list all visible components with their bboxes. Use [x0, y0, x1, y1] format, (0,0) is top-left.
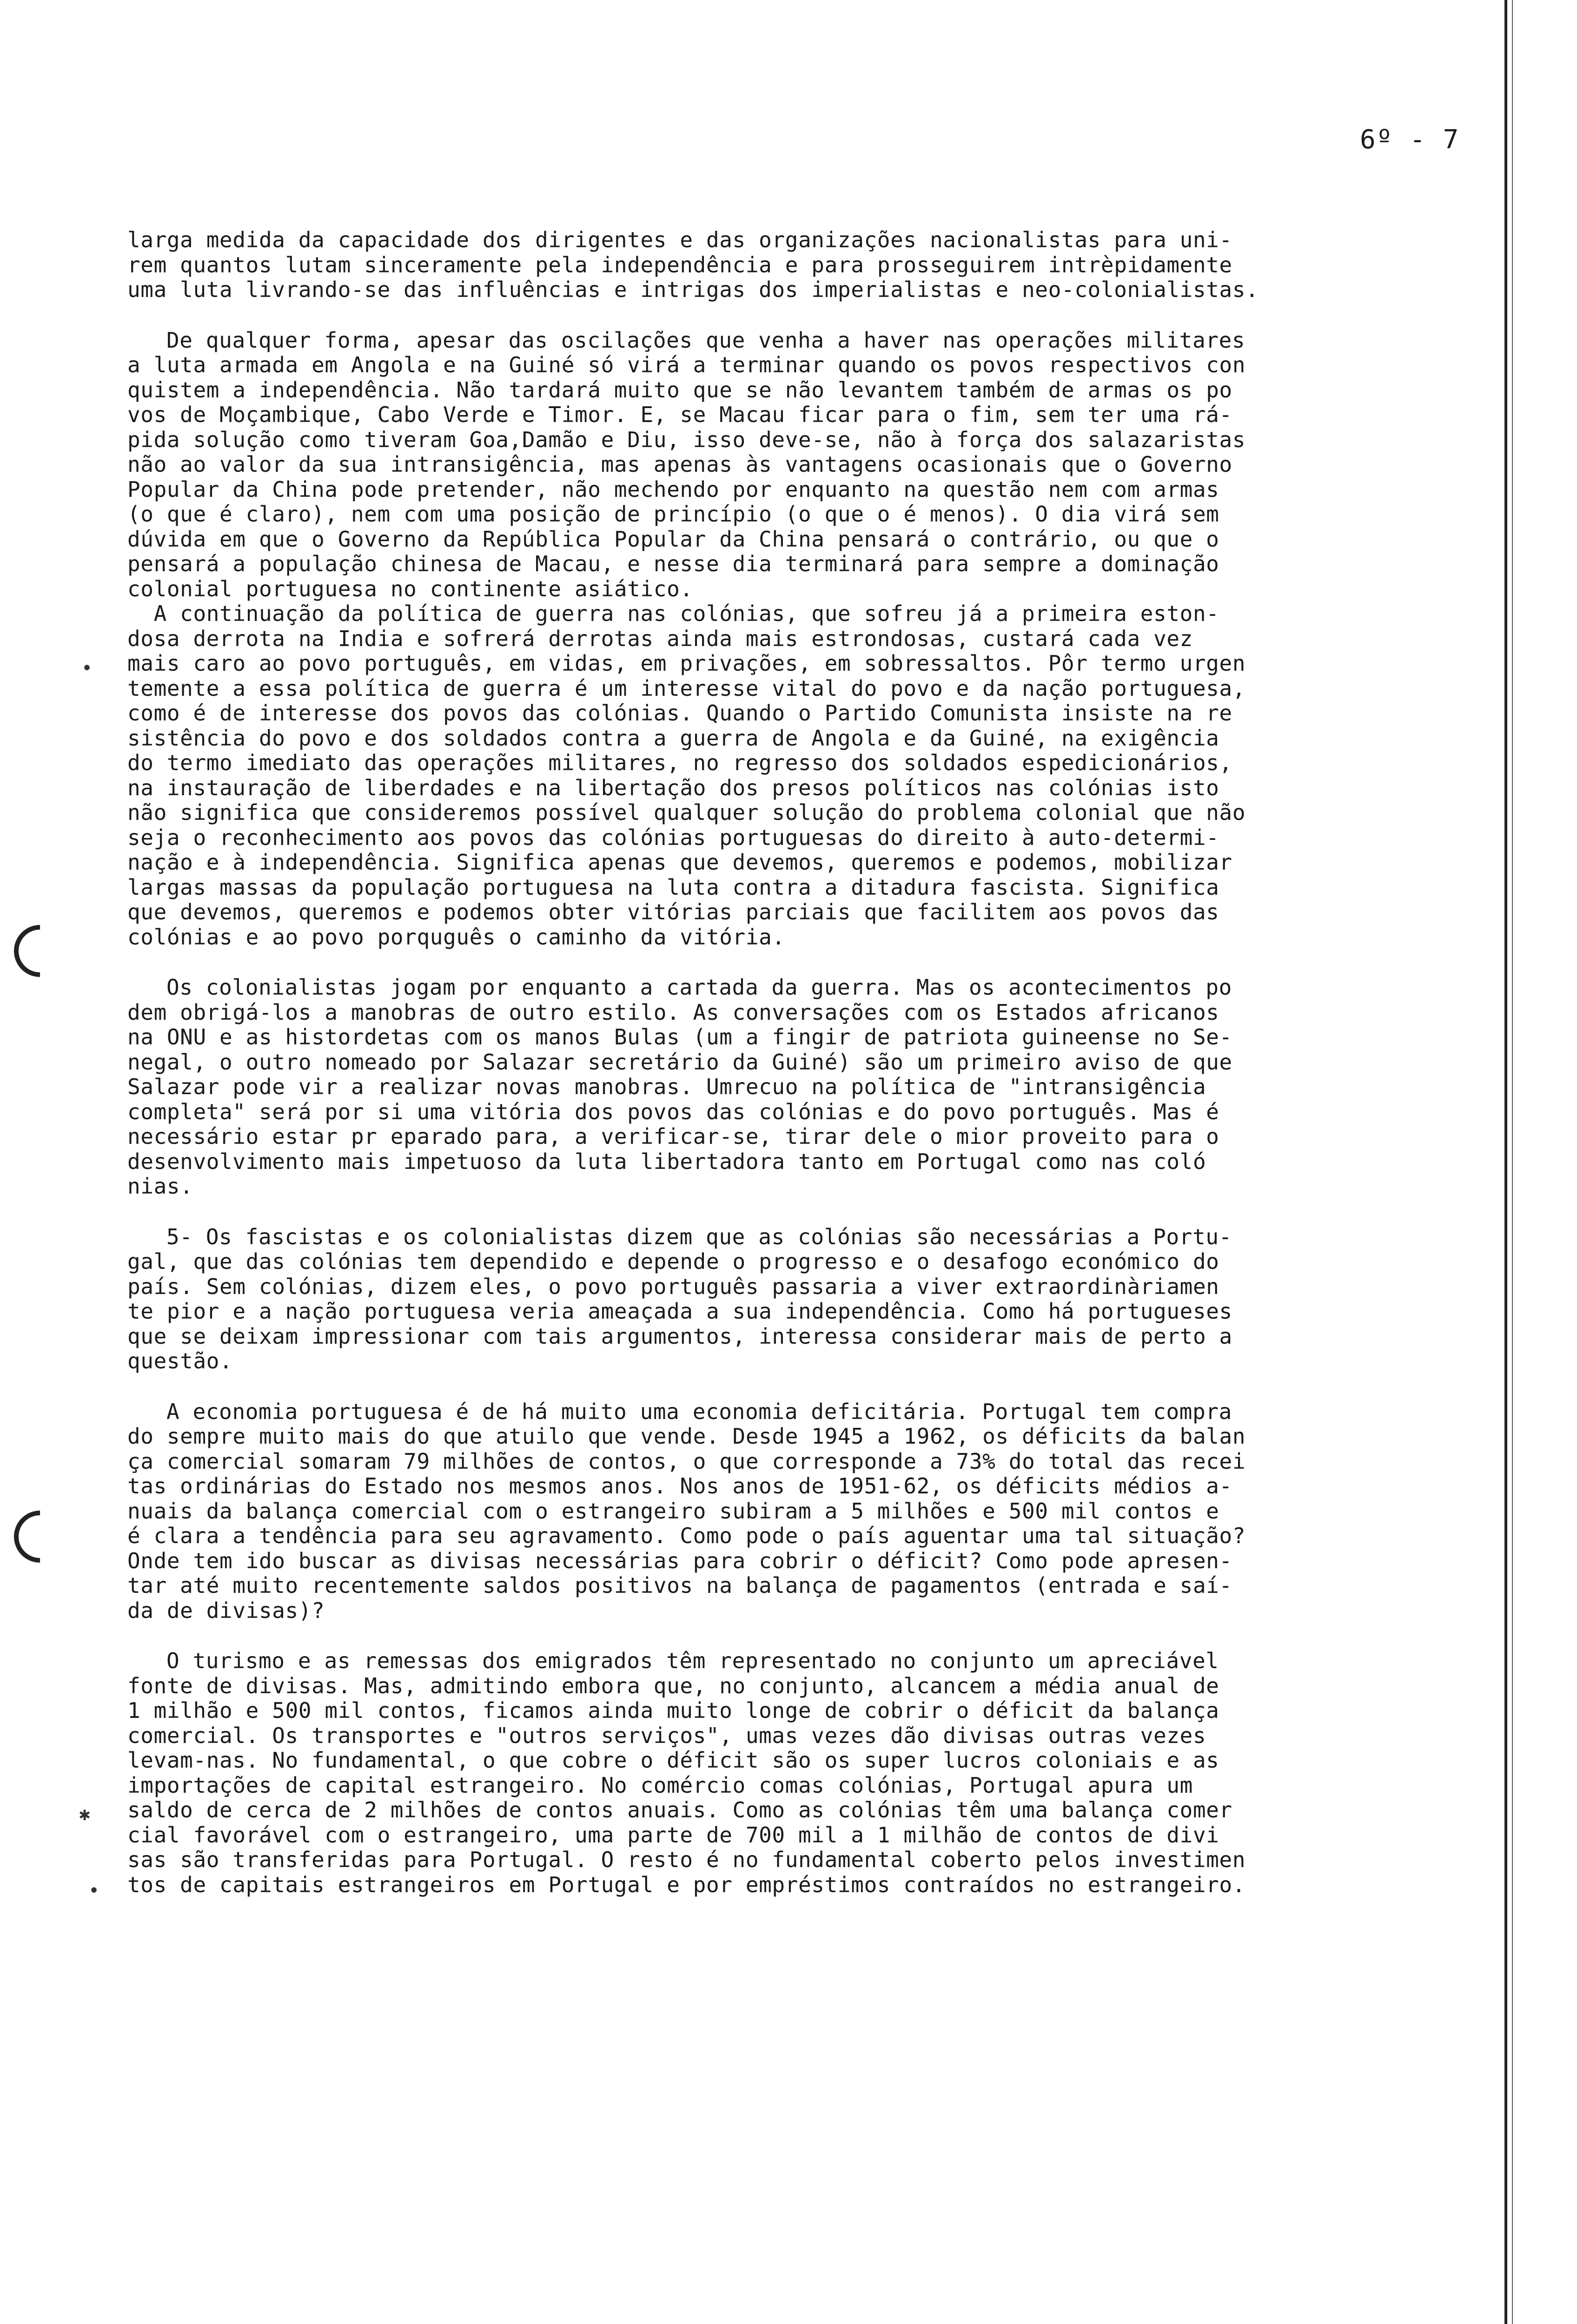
- text-line: país. Sem colónias, dizem eles, o povo português passaria a viver extraordinàriamen: [127, 1274, 1219, 1299]
- text-line: do termo imediato das operações militares, no regresso dos soldados espedicionários,: [127, 750, 1232, 775]
- text-line: do sempre muito mais do que atuilo que vende. Desde 1945 a 1962, os déficits da balan: [127, 1424, 1246, 1449]
- text-line: negal, o outro nomeado por Salazar secretário da Guiné) são um primeiro aviso de que: [127, 1049, 1232, 1075]
- text-line: 1 milhão e 500 mil contos, ficamos ainda muito longe de cobrir o déficit da balança: [127, 1698, 1219, 1723]
- text-line: tas ordinárias do Estado nos mesmos anos. Nos anos de 1951-62, os déficits médios a-: [127, 1473, 1232, 1499]
- text-line: 5- Os fascistas e os colonialistas dizem que as colónias são necessárias a Portu-: [166, 1224, 1232, 1249]
- text-line: gal, que das colónias tem dependido e depende o progresso e o desafogo económico do: [127, 1249, 1219, 1274]
- text-line: saldo de cerca de 2 milhões de contos anuais. Como as colónias têm uma balança comer: [127, 1797, 1232, 1822]
- text-line: A continuação da política de guerra nas colónias, que sofreu já a primeira eston-: [127, 601, 1219, 626]
- text-line: Popular da China pode pretender, não mechendo por enquanto na questão nem com armas: [127, 476, 1219, 502]
- punch-hole-icon: [3, 914, 77, 988]
- text-line: a luta armada em Angola e na Guiné só virá a terminar quando os povos respectivos con: [127, 352, 1246, 377]
- text-line: não significa que consideremos possível qualquer solução do problema colonial que não: [127, 800, 1246, 825]
- text-line: Salazar pode vir a realizar novas manobras. Umrecuo na política de "intransigência: [127, 1074, 1206, 1099]
- paragraph: [127, 1225, 1564, 1374]
- text-line: levam-nas. No fundamental, o que cobre o déficit são os super lucros coloniais e as: [127, 1748, 1219, 1773]
- text-line: Onde tem ido buscar as divisas necessárias para cobrir o déficit? Como pode apresen-: [127, 1548, 1232, 1573]
- text-line: importações de capital estrangeiro. No comércio comas colónias, Portugal apura um: [127, 1772, 1193, 1798]
- document-body: [127, 228, 1564, 1897]
- punch-hole-icon: [3, 1500, 77, 1573]
- margin-dot-icon: •: [81, 658, 93, 679]
- text-line: (o que é claro), nem com uma posição de princípio (o que o é menos). O dia virá sem: [127, 502, 1219, 527]
- text-line: larga medida da capacidade dos dirigentes e das organizações nacionalistas para uni-: [127, 227, 1232, 252]
- text-line: nação e à independência. Significa apenas que devemos, queremos e podemos, mobilizar: [127, 850, 1232, 875]
- text-line: cial favorável com o estrangeiro, uma parte de 700 mil a 1 milhão de contos de divi: [127, 1822, 1219, 1848]
- text-line: necessário estar pr eparado para, a verificar-se, tirar dele o mior proveito para o: [127, 1124, 1219, 1149]
- text-line: Os colonialistas jogam por enquanto a cartada da guerra. Mas os acontecimentos po: [166, 975, 1232, 1000]
- text-line: da de divisas)?: [127, 1598, 325, 1623]
- text-line: sas são transferidas para Portugal. O resto é no fundamental coberto pelos investimen: [127, 1847, 1246, 1872]
- text-line: tos de capitais estrangeiros em Portugal e por empréstimos contraídos no estrangeiro.: [127, 1872, 1246, 1897]
- text-line: vos de Moçambique, Cabo Verde e Timor. E, se Macau ficar para o fim, sem ter uma rá-: [127, 402, 1232, 427]
- paragraph: [127, 328, 1564, 950]
- text-line: que devemos, queremos e podemos obter vitórias parciais que facilitem aos povos das: [127, 899, 1219, 924]
- text-line: mais caro ao povo português, em vidas, em privações, em sobressaltos. Pôr termo urgen: [127, 651, 1246, 676]
- page-number: 6º - 7: [1360, 125, 1460, 155]
- text-line: uma luta livrando-se das influências e intrigas dos imperialistas e neo-colonialistas.: [127, 277, 1259, 302]
- text-line: comercial. Os transportes e "outros serviços", umas vezes dão divisas outras vezes: [127, 1723, 1206, 1748]
- text-line: dosa derrota na India e sofrerá derrotas ainda mais estrondosas, custará cada vez: [127, 626, 1193, 651]
- text-line: na ONU e as histordetas com os manos Bulas (um a fingir de patriota guineense no Se-: [127, 1024, 1232, 1050]
- text-line: quistem a independência. Não tardará muito que se não levantem também de armas os po: [127, 377, 1232, 403]
- paragraph: [127, 975, 1564, 1199]
- text-line: colonial portuguesa no continente asiático.: [127, 576, 693, 601]
- text-line: dúvida em que o Governo da República Popular da China pensará o contrário, ou que o: [127, 526, 1219, 552]
- text-line: O turismo e as remessas dos emigrados têm representado no conjunto um apreciável: [166, 1648, 1219, 1673]
- text-line: pida solução como tiveram Goa,Damão e Diu, isso deve-se, não à força dos salazaristas: [127, 427, 1246, 452]
- text-line: desenvolvimento mais impetuoso da luta libertadora tanto em Portugal como nas coló: [127, 1149, 1206, 1174]
- text-line: fonte de divisas. Mas, admitindo embora que, no conjunto, alcancem a média anual de: [127, 1673, 1219, 1698]
- margin-asterisk-icon: ✱: [79, 1803, 91, 1825]
- text-line: não ao valor da sua intransigência, mas apenas às vantagens ocasionais que o Governo: [127, 452, 1232, 477]
- text-line: é clara a tendência para seu agravamento. Como pode o país aguentar uma tal situação?: [127, 1523, 1246, 1548]
- paragraph: [127, 228, 1564, 303]
- text-line: te pior e a nação portuguesa veria ameaçada a sua independência. Como há portugueses: [127, 1299, 1232, 1324]
- margin-dot-icon: •: [88, 1880, 100, 1901]
- text-line: nuais da balança comercial com o estrangeiro subiram a 5 milhões e 500 mil contos e: [127, 1498, 1219, 1524]
- text-line: rem quantos lutam sinceramente pela independência e para prosseguirem intrèpidamente: [127, 252, 1232, 277]
- paragraph: [127, 1400, 1564, 1624]
- text-line: como é de interesse dos povos das colónias. Quando o Partido Comunista insiste na re: [127, 700, 1232, 726]
- text-line: largas massas da população portuguesa na luta contra a ditadura fascista. Significa: [127, 874, 1219, 900]
- text-line: sistência do povo e dos soldados contra a guerra de Angola e da Guiné, na exigência: [127, 725, 1219, 751]
- text-line: De qualquer forma, apesar das oscilações que venha a haver nas operações militares: [166, 327, 1246, 353]
- text-line: que se deixam impressionar com tais argumentos, interessa considerar mais de perto a: [127, 1323, 1232, 1349]
- text-line: dem obrigá-los a manobras de outro estilo. As conversações com os Estados africanos: [127, 999, 1219, 1025]
- text-line: seja o reconhecimento aos povos das colónias portuguesas do direito à auto-determi-: [127, 825, 1219, 850]
- text-line: tar até muito recentemente saldos positivos na balança de pagamentos (entrada e saí-: [127, 1573, 1232, 1598]
- text-line: ça comercial somaram 79 milhões de contos, o que corresponde a 73% do total das recei: [127, 1448, 1246, 1474]
- text-line: pensará a população chinesa de Macau, e nesse dia terminará para sempre a dominação: [127, 551, 1219, 576]
- text-line: nias.: [127, 1174, 193, 1199]
- paragraph: [127, 1649, 1564, 1897]
- text-line: colónias e ao povo porquguês o caminho da vitória.: [127, 924, 785, 950]
- text-line: questão.: [127, 1348, 233, 1373]
- text-line: temente a essa política de guerra é um interesse vital do povo e da nação portuguesa,: [127, 675, 1246, 701]
- text-line: na instauração de liberdades e na libertação dos presos políticos nas colónias isto: [127, 775, 1219, 800]
- text-line: completa" será por si uma vitória dos povos das colónias e do povo português. Mas é: [127, 1099, 1219, 1124]
- text-line: A economia portuguesa é de há muito uma economia deficitária. Portugal tem compra: [166, 1399, 1232, 1424]
